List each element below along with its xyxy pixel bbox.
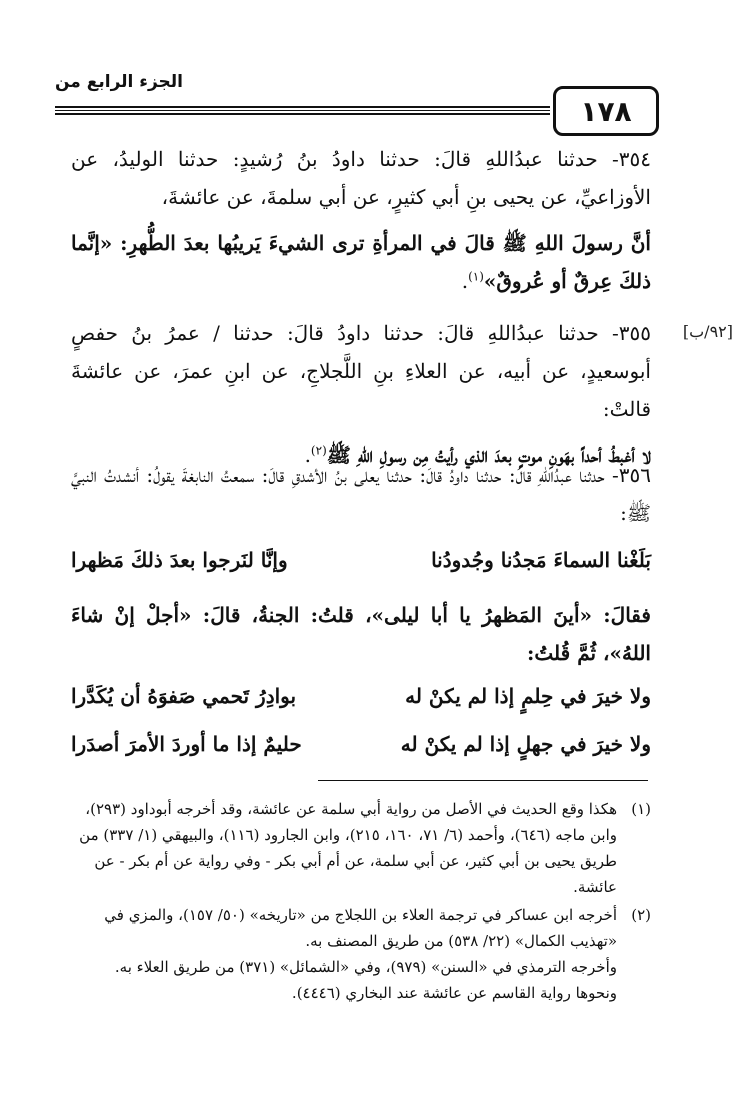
footnote-text: هكذا وقع الحديث في الأصل من رواية أبي سلمة عن عائشة، وقد أخرجه أبوداود (٢٩٣)، وابن ماجه (٦٤٦)، وأحمد (٦/ ٧١، ١٦٠، ٢١٥)، وابن الجارود (١١٦)، والبيهقي (١/ ٣٣٧) من طريق يحيى بن أبي كثير، عن أبي سلمة، عن أم أبي بكر - وفي رواية عن أم بكر - عن عائشة. [79, 800, 617, 896]
page-header [55, 70, 655, 130]
full-stop: . [304, 443, 311, 467]
folio-marker: [٩٢/ب] [682, 322, 733, 341]
verse-2-first-hemistich: ولا خيرَ في حِلمٍ إذا لم يكنْ له [405, 684, 651, 708]
page-number: ١٧٨ [553, 86, 659, 136]
footnote-number: (١) [631, 800, 651, 818]
verse-3-first-hemistich: ولا خيرَ في جهلٍ إذا لم يكنْ له [400, 732, 651, 756]
verse-2 [71, 684, 651, 724]
footnote-text: وأخرجه الترمذي في «السنن» (٩٧٩)، وفي «الشمائل» (٣٧١) من طريق العلاء به. [114, 958, 617, 976]
hadith-355-isnad: ٣٥٥- حدثنا عبدُاللهِ قالَ: حدثنا داودُ قالَ: حدثنا / عمرُ بنُ حفصٍ أبوسعيدٍ، عن أبيه، عن العلاءِ بنِ اللَّجلاجِ، عن ابنِ عمرَ، عن عائشةَ قالتْ: [71, 321, 651, 421]
header-rule [55, 110, 550, 111]
verse-1-second-hemistich: وإنَّا لنَرجوا بعدَ ذلكَ مَظهرا [71, 548, 288, 572]
hadith-354-matn: أنَّ رسولَ اللهِ ﷺ قالَ في المرأةِ ترى الشيءَ يَريبُها بعدَ الطُّهرِ: «إنَّما ذلكَ عِرقٌ أو عُروقٌ» [71, 231, 651, 293]
hadith-354 [71, 140, 651, 300]
footnote-ref-2[interactable]: (٢) [310, 443, 327, 458]
hadith-356-isnad: ٣٥٦- حدثنا عبدُاللهِ قالَ: حدثنا داودُ قالَ: حدثنا يعلى بنُ الأشدقِ قالَ: سمعتُ النابغةَ يقولُ: أنشدتُ النبيَّ ﷺ: [71, 463, 651, 525]
verse-3-second-hemistich: حليمٌ إذا ما أوردَ الأمرَ أصدَرا [71, 732, 302, 756]
footnote-number: (٢) [631, 906, 651, 924]
verse-1-first-hemistich: بَلَغْنا السماءَ مَجدُنا وجُدودُنا [431, 548, 651, 572]
header-rule [55, 113, 550, 115]
running-title: الجزء الرابع من [55, 72, 183, 92]
footnotes [71, 796, 651, 1008]
footnote-1 [71, 796, 651, 900]
verse-3 [71, 732, 651, 772]
hadith-355 [71, 314, 651, 474]
footnote-text: أخرجه ابن عساكر في ترجمة العلاء بن اللجلاج من «تاريخه» (٥٠/ ١٥٧)، والمزي في «تهذيب الكمال» (٢٢/ ٥٣٨) من طريق المصنف به. [104, 906, 617, 950]
header-rule [55, 106, 550, 108]
verse-1 [71, 548, 651, 588]
verse-2-second-hemistich: بوادِرُ تَحمي صَفوَهُ أن يُكَدَّرا [71, 684, 297, 708]
footnote-text: ونحوها رواية القاسم عن عائشة عند البخاري (٤٤٤٦). [291, 984, 617, 1002]
hadith-355-matn: لا أغبطُ أحداً بهَونِ موتٍ بعدَ الذي رأيتُ مِن رسولِ اللهِ ﷺ [326, 443, 651, 467]
footnote-2 [71, 902, 651, 1006]
full-stop: . [461, 269, 469, 293]
hadith-354-isnad: ٣٥٤- حدثنا عبدُاللهِ قالَ: حدثنا داودُ بنُ رُشيدٍ: حدثنا الوليدُ، عن الأوزاعيِّ، عن يحيى بنِ أبي كثيرٍ، عن أبي سلمةَ، عن عائشةَ، [71, 147, 651, 209]
hadith-356-dialogue: فقالَ: «أينَ المَظهرُ يا أبا ليلى»، قلتُ: الجنةُ، قالَ: «أجلْ إنْ شاءَ اللهُ»، ثُمَّ قُلتُ: [71, 603, 651, 665]
footnote-ref-1[interactable]: (١) [468, 269, 484, 284]
hadith-354-matn-line [71, 224, 651, 300]
footnote-divider [318, 780, 648, 781]
